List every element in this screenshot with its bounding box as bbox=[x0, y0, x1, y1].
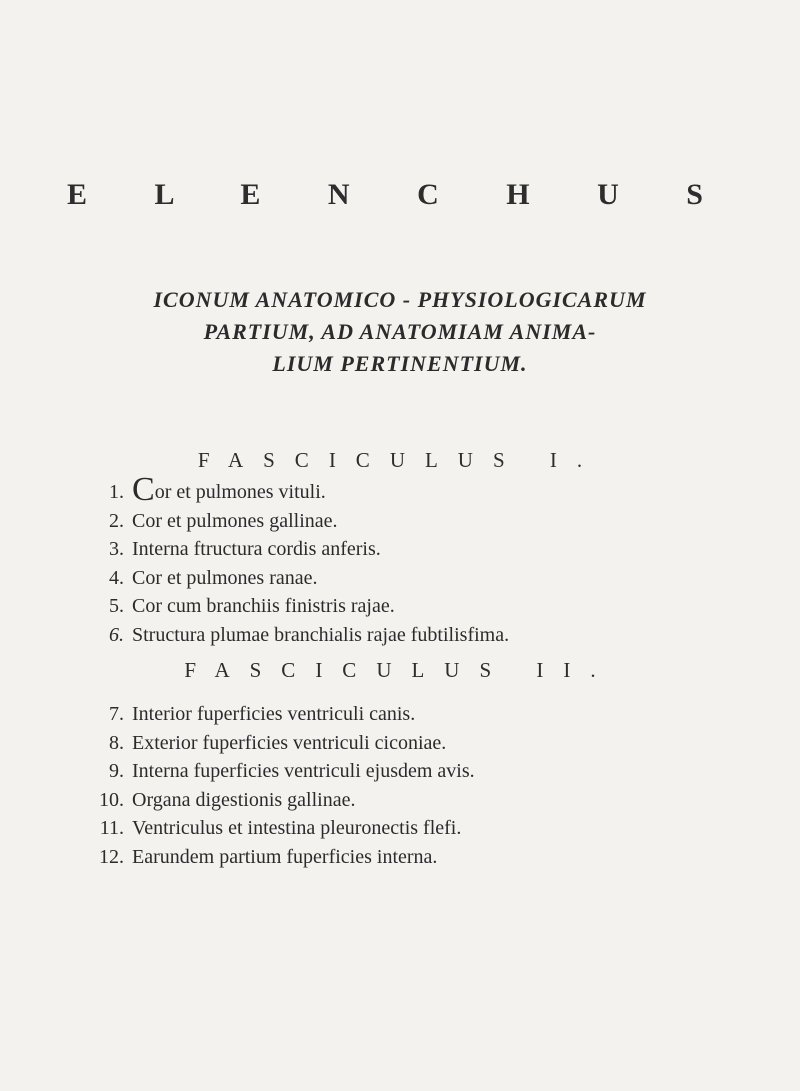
item-text: Earundem partium fuperficies interna. bbox=[132, 845, 438, 868]
item-number: 12. bbox=[99, 845, 124, 868]
item-text: or et pulmones vituli. bbox=[154, 481, 326, 503]
item-number: 1. bbox=[109, 481, 124, 503]
list-item bbox=[88, 621, 509, 650]
item-text: Cor et pulmones gallinae. bbox=[132, 509, 338, 532]
fasciculus-1-heading: FASCICULUS I. bbox=[197, 448, 603, 472]
list-item bbox=[88, 814, 475, 843]
subtitle bbox=[60, 284, 740, 380]
fasciculus-1-list bbox=[88, 471, 510, 649]
item-number: 7. bbox=[109, 703, 124, 725]
list-item bbox=[88, 729, 475, 758]
list-item bbox=[88, 700, 475, 729]
item-number: 8. bbox=[109, 731, 124, 754]
item-text: Exterior fuperficies ventriculi ciconiae. bbox=[132, 731, 447, 754]
dropcap: C bbox=[132, 471, 155, 508]
item-text: Cor et pulmones ranae. bbox=[132, 566, 318, 589]
fasciculus-2-list bbox=[88, 700, 475, 871]
item-text: Interna ftructura cordis anferis. bbox=[132, 538, 381, 560]
fasciculus-2-heading: FASCICULUS II. bbox=[184, 658, 616, 682]
list-item bbox=[88, 843, 475, 872]
subtitle-line: LIUM PERTINENTIUM. bbox=[272, 351, 528, 376]
list-item bbox=[88, 471, 509, 508]
item-number: 11. bbox=[99, 817, 124, 839]
subtitle-line: PARTIUM, AD ANATOMIAM ANIMA- bbox=[203, 319, 597, 344]
main-title: E L E N C H U S bbox=[67, 178, 733, 211]
list-item bbox=[88, 564, 509, 593]
item-text: Interna fuperficies ventriculi ejusdem avis. bbox=[132, 760, 475, 782]
item-number: 2. bbox=[109, 509, 124, 532]
item-number: 9. bbox=[109, 760, 124, 782]
item-number: 6. bbox=[109, 623, 124, 646]
list-item bbox=[88, 592, 509, 621]
item-number: 10. bbox=[99, 788, 124, 811]
item-text: Structura plumae branchialis rajae fubtilisfima. bbox=[132, 623, 510, 646]
list-item bbox=[88, 507, 509, 536]
item-text: Cor cum branchiis finistris rajae. bbox=[132, 595, 395, 617]
item-text: Ventriculus et intestina pleuronectis flefi. bbox=[132, 817, 462, 839]
item-number: 4. bbox=[109, 566, 124, 589]
item-number: 5. bbox=[109, 595, 124, 617]
item-text: Interior fuperficies ventriculi canis. bbox=[132, 703, 416, 725]
item-text: Organa digestionis gallinae. bbox=[132, 788, 356, 811]
list-item bbox=[88, 786, 475, 815]
item-number: 3. bbox=[109, 538, 124, 560]
list-item bbox=[88, 757, 475, 786]
subtitle-line: ICONUM ANATOMICO - PHYSIOLOGICARUM bbox=[153, 287, 647, 312]
list-item bbox=[88, 535, 509, 564]
